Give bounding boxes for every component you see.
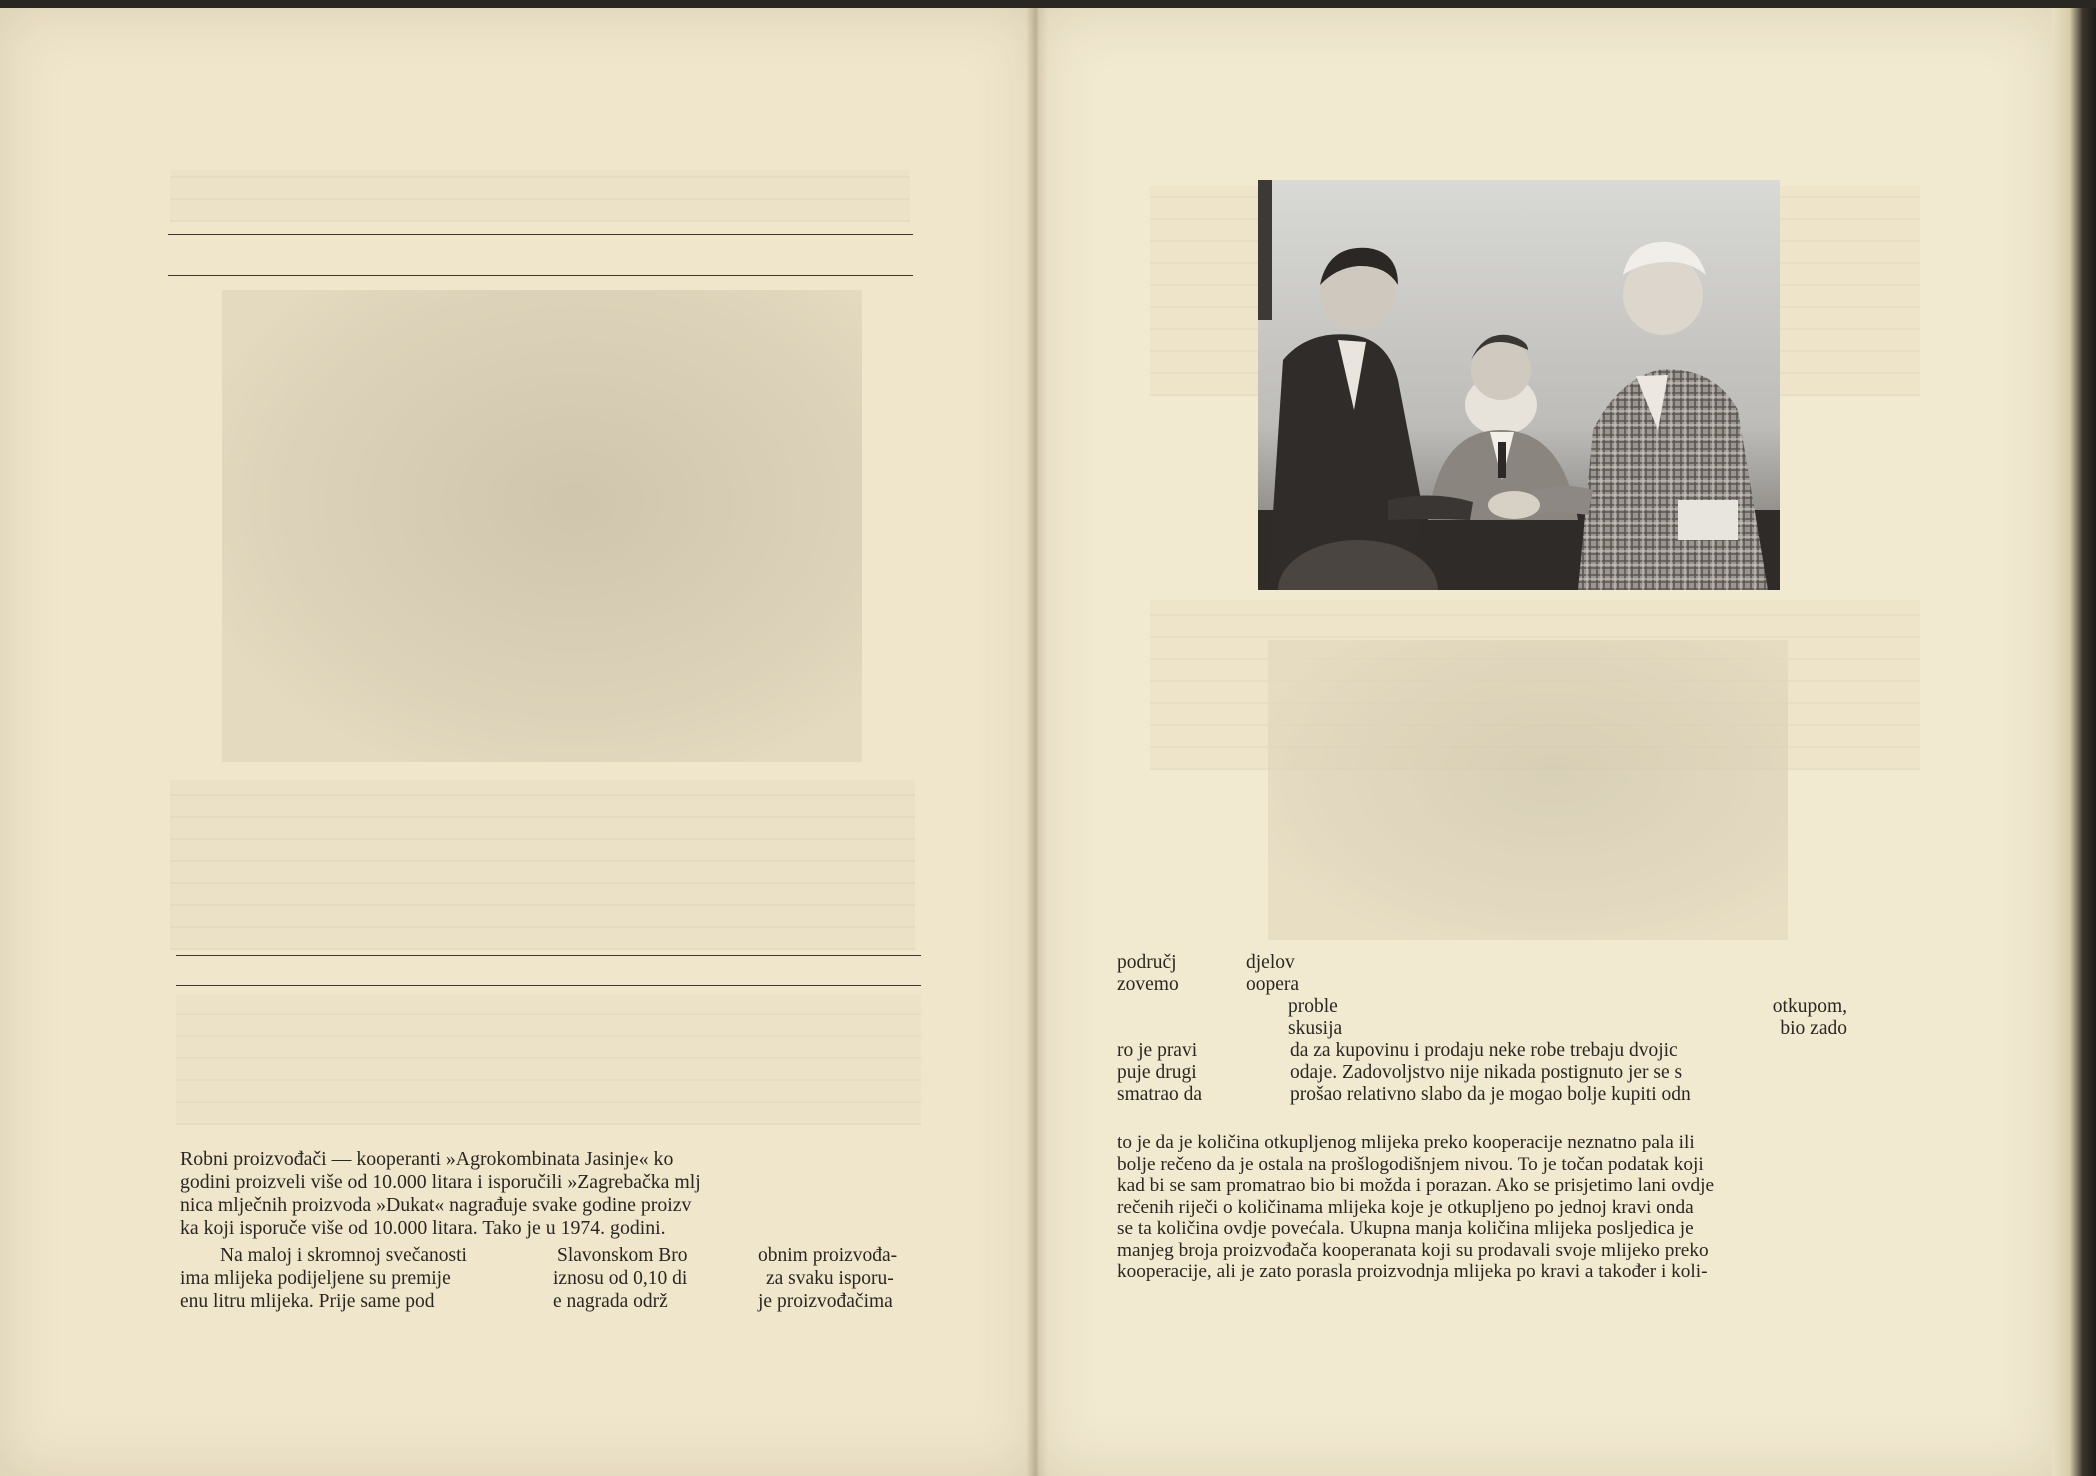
handshake-photo — [1258, 180, 1780, 590]
rule-line — [176, 955, 921, 956]
photo-caption — [180, 1148, 701, 1240]
text-line: za svaku isporu- — [766, 1268, 894, 1289]
caption-line: nica mlječnih proizvoda »Dukat« nagrađuje svake godine proizv — [180, 1194, 692, 1216]
text-line: puje drugi — [1117, 1062, 1197, 1083]
text-line: otkupom, — [1772, 996, 1847, 1017]
text-line: kooperacije, ali je zato porasla proizvodnja mlijeka po kravi a također i koli- — [1117, 1261, 1708, 1282]
fragment-text-right — [1697, 996, 1847, 1040]
text-line: odaje. Zadovoljstvo nije nikada postignuto jer se s — [1290, 1062, 1683, 1083]
column-text-1 — [180, 1244, 467, 1313]
fragment-text-mid — [1246, 952, 1691, 1106]
caption-line: Robni proizvođači — kooperanti »Agrokombinata Jasinje« ko — [180, 1148, 674, 1170]
text-line: zovemo — [1117, 974, 1179, 995]
text-line: bio zado — [1780, 1018, 1847, 1039]
text-line: bolje rečeno da je ostala na prošlogodišnjem nivou. To je točan podatak koji — [1117, 1153, 1704, 1175]
show-through-text — [170, 170, 910, 222]
body-paragraph — [1117, 1132, 1714, 1283]
show-through-text — [176, 995, 921, 1125]
rule-line — [168, 275, 913, 276]
text-line: da za kupovinu i prodaju neke robe trebaju dvojic — [1290, 1040, 1678, 1061]
show-through-photo — [1268, 640, 1788, 940]
text-line: smatrao da — [1117, 1084, 1203, 1105]
text-line: Slavonskom Bro — [557, 1245, 688, 1266]
show-through-text — [1150, 186, 1260, 396]
show-through-text — [170, 780, 915, 950]
photo-image — [1258, 180, 1780, 590]
text-line: skusija — [1288, 1018, 1343, 1039]
text-line: područj — [1117, 952, 1177, 973]
text-line: to je da je količina otkupljenog mlijeka preko kooperacije neznatno pala ili — [1117, 1132, 1695, 1153]
text-line: manjeg broja proizvođača kooperanata koji su prodavali svoje mlijeko preko — [1117, 1239, 1709, 1261]
column-text-2 — [553, 1244, 688, 1313]
rule-line — [168, 234, 913, 235]
caption-line: ka koji isporuče više od 10.000 litara. Tako je u 1974. godini. — [180, 1217, 666, 1239]
text-line: je proizvođačima — [758, 1291, 893, 1312]
text-line: rečenih riječi o količinama mlijeka koje je otkupljeno po jednoj kravi onda — [1117, 1196, 1694, 1218]
text-line: e nagrada održ — [553, 1291, 668, 1312]
text-line: kad bi se sam promatrao bio bi možda i porazan. Ako se prisjetimo lani ovdje — [1117, 1175, 1715, 1196]
text-line: Na maloj i skromnoj svečanosti — [220, 1245, 467, 1266]
text-line: djelov — [1246, 952, 1295, 973]
text-line: se ta količina ovdje povećala. Ukupna manja količina mlijeka posljedica je — [1117, 1218, 1694, 1239]
column-text-3 — [758, 1244, 897, 1313]
text-line: enu litru mlijeka. Prije same pod — [180, 1291, 435, 1312]
text-line: proble — [1288, 996, 1338, 1017]
text-line: prošao relativno slabo da je mogao bolje kupiti odn — [1290, 1084, 1691, 1105]
rule-line — [176, 985, 921, 986]
text-line: iznosu od 0,10 di — [553, 1268, 688, 1289]
show-through-photo — [222, 290, 862, 762]
text-line — [1117, 1018, 1202, 1040]
text-line: ima mlijeka podijeljene su premije — [180, 1268, 451, 1289]
page-edge — [2052, 8, 2096, 1476]
text-line: oopera — [1246, 974, 1300, 995]
show-through-text — [1780, 186, 1920, 396]
text-line — [1117, 996, 1202, 1018]
text-line: ro je pravi — [1117, 1040, 1198, 1061]
text-line: obnim proizvođa- — [758, 1245, 898, 1266]
fragment-text-left — [1117, 952, 1202, 1106]
caption-line: godini proizveli više od 10.000 litara i isporučili »Zagrebačka mlj — [180, 1171, 701, 1193]
book-gutter — [1026, 8, 1048, 1476]
